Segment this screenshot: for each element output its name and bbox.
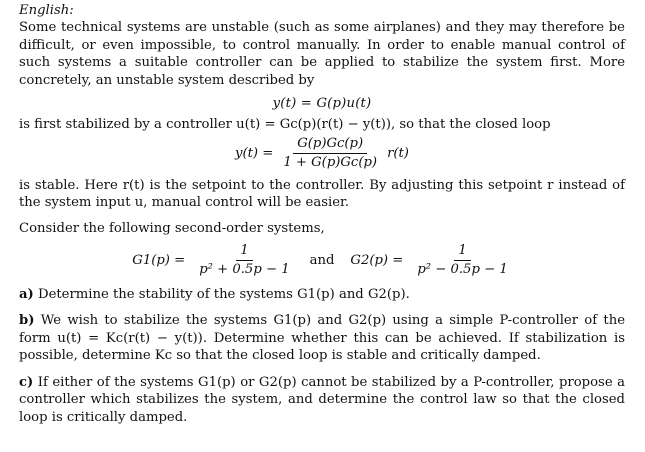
stability-paragraph: is stable. Here r(t) is the setpoint to the controller. By adjusting this setpoint r instead of the system input u, manual control will be easier. bbox=[19, 177, 625, 211]
closed-loop-equation bbox=[19, 136, 625, 171]
closed-loop-numerator: G(p)Gc(p) bbox=[293, 136, 367, 154]
language-heading: English: bbox=[19, 3, 74, 18]
systems-equations bbox=[19, 243, 625, 278]
closed-loop-fraction bbox=[279, 136, 381, 171]
plant-equation: y(t) = G(p)u(t) bbox=[272, 96, 372, 112]
consider-paragraph: Consider the following second-order systems, bbox=[19, 220, 325, 236]
g1-denominator: p² + 0.5p − 1 bbox=[199, 262, 290, 278]
and-word: and bbox=[309, 252, 335, 268]
g2-lhs: G2(p) = bbox=[350, 252, 404, 268]
question-a-text: Determine the stability of the systems G1(p) and G2(p). bbox=[38, 287, 410, 303]
problem-document bbox=[19, 0, 625, 426]
closed-loop-denominator: 1 + G(p)Gc(p) bbox=[283, 154, 378, 170]
question-b-text: We wish to stabilize the systems G1(p) and G2(p) using a simple P-controller of the form u(t) = Kc(r(t) − y(t)). Determine whether this can be achieved. If stabilization is possible, determine Kc so that the closed loop is stable and critically damped. bbox=[19, 313, 626, 364]
g2-denominator: p² − 0.5p − 1 bbox=[417, 262, 508, 278]
controller-paragraph: is first stabilized by a controller u(t) = Gc(p)(r(t) − y(t)), so that the closed loop bbox=[19, 117, 551, 133]
question-a-label: a) bbox=[19, 287, 34, 303]
g1-numerator: 1 bbox=[236, 243, 252, 261]
question-b bbox=[19, 312, 625, 364]
g2-fraction bbox=[413, 243, 511, 278]
closed-loop-lhs: y(t) = bbox=[235, 145, 274, 161]
g1-fraction bbox=[195, 243, 293, 278]
closed-loop-rhs: r(t) bbox=[387, 145, 409, 161]
question-c-text: If either of the systems G1(p) or G2(p) cannot be stabilized by a P-controller, propose a controller which stabilizes the system, and determine the control law so that the closed loop is critically damped. bbox=[19, 374, 625, 425]
question-a bbox=[19, 286, 625, 303]
question-b-label: b) bbox=[19, 313, 35, 329]
question-c-label: c) bbox=[19, 374, 34, 390]
question-c bbox=[19, 374, 625, 426]
g1-lhs: G1(p) = bbox=[132, 252, 186, 268]
intro-paragraph: Some technical systems are unstable (such as some airplanes) and they may therefore be difficult, or even impossible, to control manually. In order to enable manual control of such systems a suitable controller can be applied to stabilize the system first. More concretely, an unstable system described by bbox=[19, 20, 625, 88]
g2-numerator: 1 bbox=[454, 243, 470, 261]
